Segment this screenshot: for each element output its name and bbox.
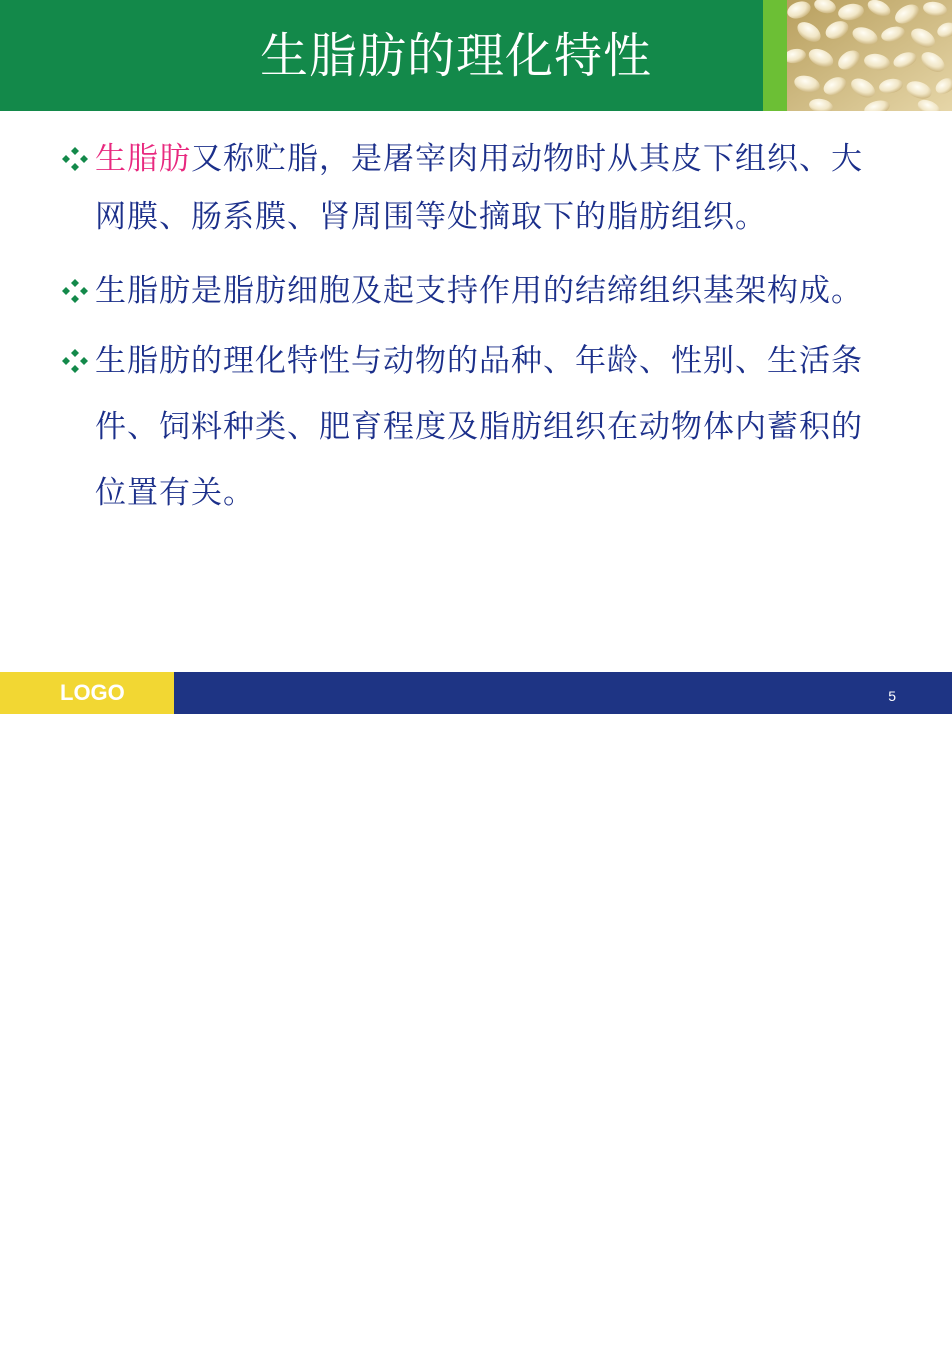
page-number: 5 — [888, 688, 896, 704]
four-diamond-bullet-icon — [60, 328, 90, 394]
bullet-item-1 — [60, 130, 890, 246]
highlight-term: 生脂肪 — [95, 141, 191, 177]
bullet-item-3 — [60, 328, 890, 526]
slide-footer — [0, 672, 952, 714]
bullet-text: 又称贮脂，是屠宰肉用动物时从其皮下组织、大网膜、肠系膜、肾周围等处摘取下的脂肪组织。 — [95, 141, 863, 235]
four-diamond-bullet-icon — [60, 258, 90, 324]
slide-header — [0, 0, 952, 111]
bullet-item-2 — [60, 258, 890, 324]
slide-title: 生脂肪的理化特性 — [259, 28, 652, 84]
bullet-text: 生脂肪的理化特性与动物的品种、年龄、性别、生活条件、饲料种类、肥育程度及脂肪组织在动物体内蓄积的位置有关。 — [95, 343, 863, 511]
four-diamond-bullet-icon — [60, 130, 90, 188]
footer-logo: LOGO — [60, 680, 125, 705]
bullet-text: 生脂肪是脂肪细胞及起支持作用的结缔组织基架构成。 — [95, 273, 863, 309]
footer-blue-band — [174, 672, 952, 714]
bullet-list — [60, 130, 890, 526]
